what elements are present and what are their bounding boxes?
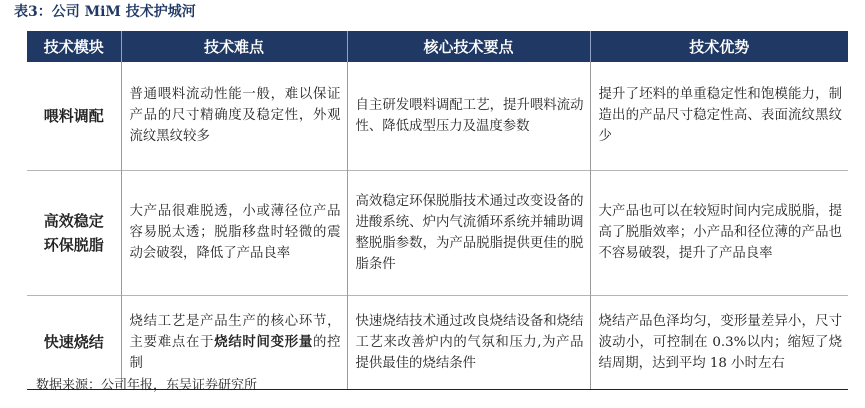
difficulty-emphasis: 烧结时间变形量 <box>214 333 314 350</box>
row-module-line: 环保脱脂 <box>43 235 104 254</box>
data-source-note: 数据来源：公司年报，东吴证券研究所 <box>36 378 258 393</box>
row-module-line: 高效稳定 <box>43 211 104 230</box>
header-advantage: 技术优势 <box>590 31 848 62</box>
row-keypoints: 高效稳定环保脱脂技术通过改变设备的进酸系统、炉内气流循环系统并辅助调整脱脂参数，为产品脱脂提供更佳的脱脂条件 <box>347 170 590 295</box>
row-module: 快速烧结 <box>27 295 121 389</box>
difficulty-text: 的控制 <box>129 334 341 371</box>
table-row <box>27 62 848 170</box>
header-keypoints: 核心技术要点 <box>347 31 590 62</box>
row-module: 喂料调配 <box>43 106 104 125</box>
row-difficulty: 普通喂料流动性能一般，难以保证产品的尺寸精确度及稳定性，外观流纹黑纹较多 <box>121 62 347 170</box>
row-advantage: 烧结产品色泽均匀，变形量差异小，尺寸波动小，可控制在 0.3%以内；缩短了烧结周期，达到平均 18 小时左右 <box>590 295 848 389</box>
table-row <box>27 295 848 389</box>
table-row <box>27 170 848 295</box>
row-difficulty: 大产品很难脱透，小或薄径位产品容易脱太透；脱脂移盘时轻微的震动会破裂，降低了产品良率 <box>121 170 347 295</box>
tech-moat-table <box>27 31 848 390</box>
table-header-row <box>27 31 848 62</box>
row-difficulty <box>121 295 347 389</box>
row-module <box>27 170 121 295</box>
row-keypoints: 快速烧结技术通过改良烧结设备和烧结工艺来改善炉内的气氛和压力,为产品提供最佳的烧结条件 <box>347 295 590 389</box>
table-caption: 表3：公司 MiM 技术护城河 <box>14 4 196 20</box>
row-advantage: 大产品也可以在较短时间内完成脱脂，提高了脱脂效率；小产品和径位薄的产品也不容易破裂，提升了产品良率 <box>590 170 848 295</box>
difficulty-text: 烧结工艺是产品生产的核心环节，主要难点在于 <box>129 313 341 350</box>
header-difficulty: 技术难点 <box>121 31 347 62</box>
header-module: 技术模块 <box>27 31 121 62</box>
row-keypoints: 自主研发喂料调配工艺，提升喂料流动性、降低成型压力及温度参数 <box>347 62 590 170</box>
row-advantage: 提升了坯料的单重稳定性和饱模能力，制造出的产品尺寸稳定性高、表面流纹黑纹少 <box>590 62 848 170</box>
